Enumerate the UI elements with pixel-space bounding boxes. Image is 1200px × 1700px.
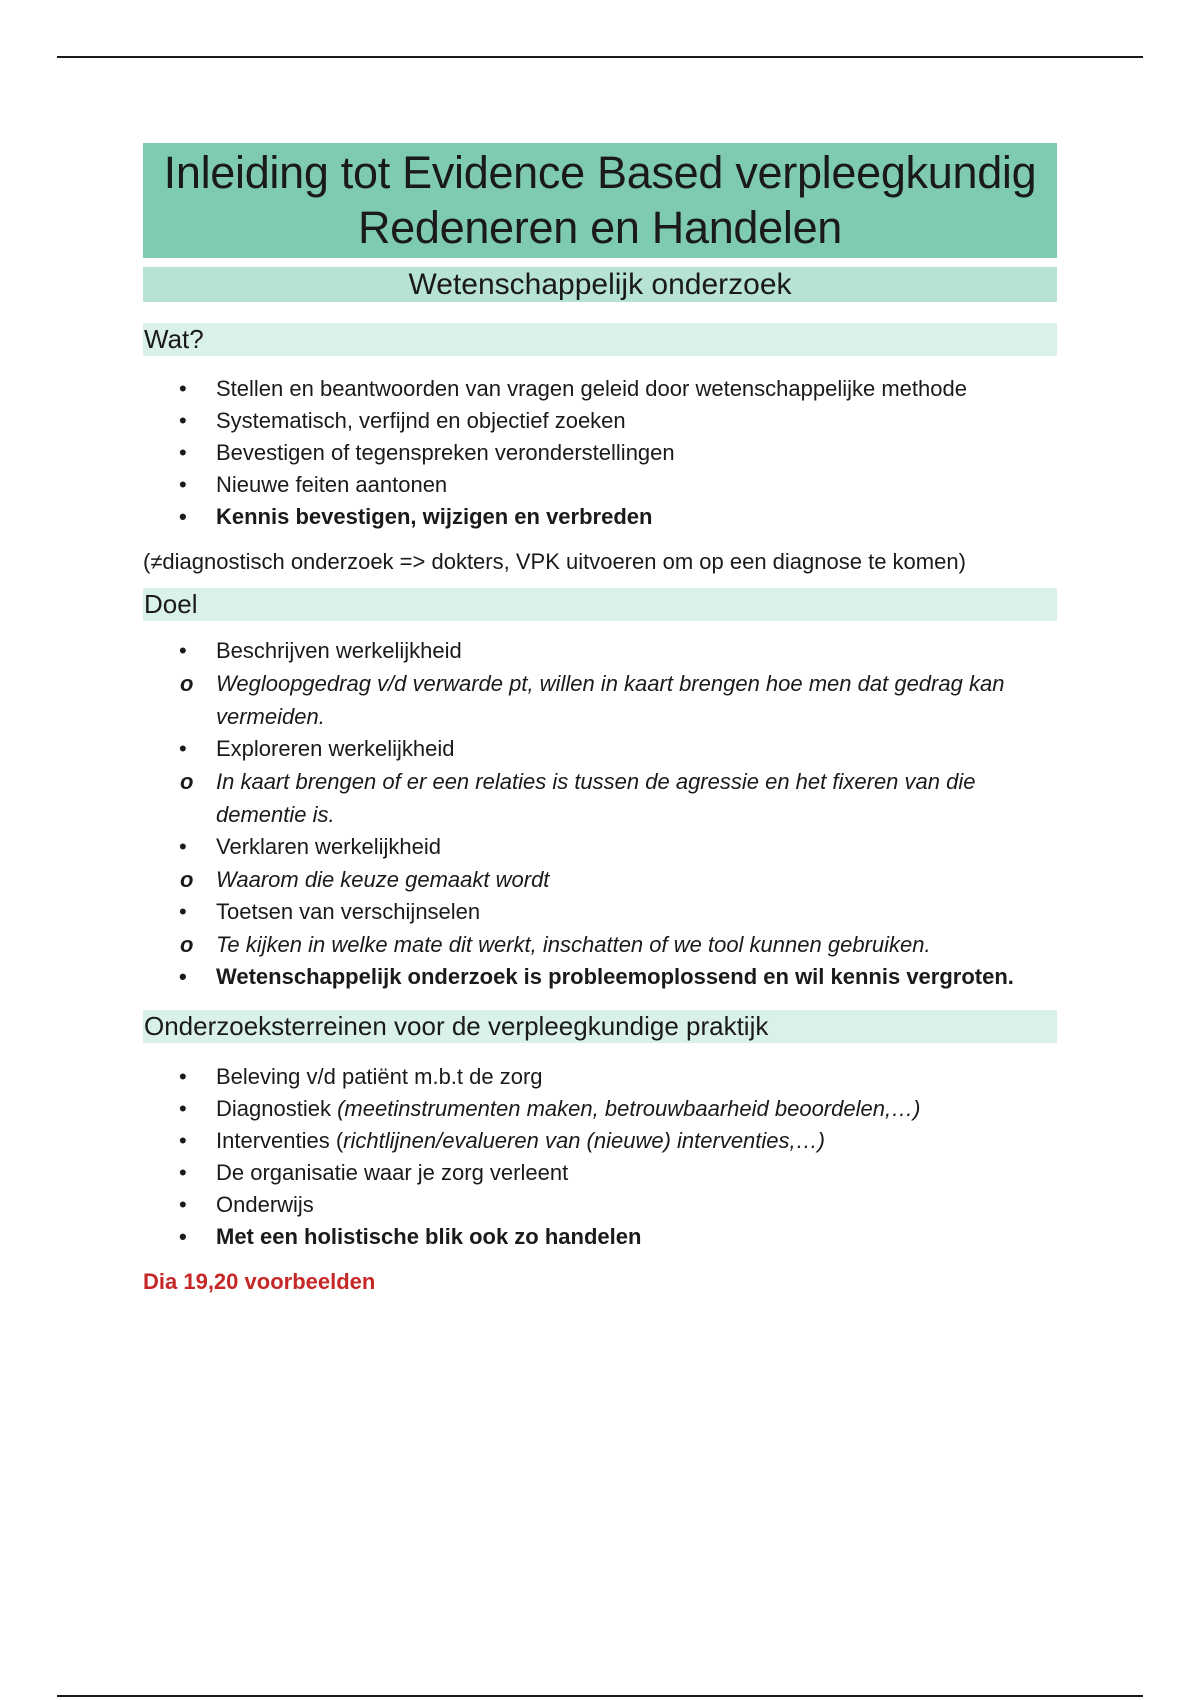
list-item	[143, 405, 1057, 437]
list-item-text: Diagnostiek	[216, 1096, 338, 1121]
header-rule	[57, 56, 1143, 58]
list-item	[143, 1093, 1057, 1125]
section-heading-terreinen: Onderzoeksterreinen voor de verpleegkundige praktijk	[143, 1010, 1057, 1043]
list-item-text: Onderwijs	[216, 1192, 314, 1217]
sub-list	[143, 765, 1057, 831]
list-item-text: Toetsen van verschijnselen	[216, 899, 481, 924]
list-item-text: Wetenschappelijk onderzoek is probleemoplossend en wil kennis vergroten.	[216, 964, 1014, 989]
section-heading-doel: Doel	[143, 588, 1057, 621]
list-item-text: Interventies (	[216, 1128, 344, 1153]
list-item-detail: richtlijnen/evalueren van (nieuwe) interventies,…)	[343, 1128, 825, 1153]
title-line-1: Inleiding tot Evidence Based verpleegkundig	[163, 147, 1037, 198]
list-item-text: De organisatie waar je zorg verleent	[216, 1160, 569, 1185]
list-item	[143, 896, 1057, 961]
list-item	[143, 1157, 1057, 1189]
list-item	[143, 635, 1057, 733]
sub-list	[143, 667, 1057, 733]
doel-list	[143, 635, 1057, 993]
list-item	[143, 961, 1057, 993]
list-item	[143, 373, 1057, 405]
sub-list-item: o Te kijken in welke mate dit werkt, inschatten of we tool kunnen gebruiken.	[143, 928, 1057, 961]
list-item-text: Beleving v/d patiënt m.b.t de zorg	[216, 1064, 543, 1089]
list-item-text: Stellen en beantwoorden van vragen geleid door wetenschappelijke methode	[216, 376, 967, 401]
list-item	[143, 469, 1057, 501]
page-subtitle: Wetenschappelijk onderzoek	[143, 267, 1057, 302]
sub-list-item: o Wegloopgedrag v/d verwarde pt, willen in kaart brengen hoe men dat gedrag kan vermeiden.	[143, 667, 1057, 733]
sub-list-item: o In kaart brengen of er een relaties is tussen de agressie en het fixeren van die dementie is.	[143, 765, 1057, 831]
list-item	[143, 437, 1057, 469]
list-item-text: Nieuwe feiten aantonen	[216, 472, 448, 497]
list-item-text: Bevestigen of tegenspreken veronderstellingen	[216, 440, 675, 465]
footer-note: Dia 19,20 voorbeelden	[143, 1269, 376, 1294]
list-item-text: Met een holistische blik ook zo handelen	[216, 1224, 642, 1249]
title-line-2: Redeneren en Handelen	[357, 202, 843, 253]
list-item	[143, 1189, 1057, 1221]
wat-list	[143, 373, 1057, 533]
list-item-detail: (meetinstrumenten maken, betrouwbaarheid beoordelen,…)	[337, 1096, 921, 1121]
list-item-text: Verklaren werkelijkheid	[216, 834, 441, 859]
list-item-text: Systematisch, verfijnd en objectief zoeken	[216, 408, 626, 433]
list-item-text: Beschrijven werkelijkheid	[216, 638, 462, 663]
list-item	[143, 1221, 1057, 1253]
footer-rule	[57, 1695, 1143, 1697]
page-title	[143, 143, 1057, 258]
section-heading-wat: Wat?	[143, 323, 1057, 356]
terreinen-list	[143, 1061, 1057, 1253]
list-item	[143, 831, 1057, 896]
list-item	[143, 1125, 1057, 1157]
list-item	[143, 1061, 1057, 1093]
list-item-text: Exploreren werkelijkheid	[216, 736, 455, 761]
sub-list	[143, 928, 1057, 961]
document-body	[143, 143, 1057, 1297]
list-item-text: Kennis bevestigen, wijzigen en verbreden	[216, 504, 653, 529]
list-item	[143, 733, 1057, 831]
list-item	[143, 501, 1057, 533]
sub-list	[143, 863, 1057, 896]
wat-note: (≠diagnostisch onderzoek => dokters, VPK uitvoeren om op een diagnose te komen)	[143, 549, 966, 574]
sub-list-item: o Waarom die keuze gemaakt wordt	[143, 863, 1057, 896]
